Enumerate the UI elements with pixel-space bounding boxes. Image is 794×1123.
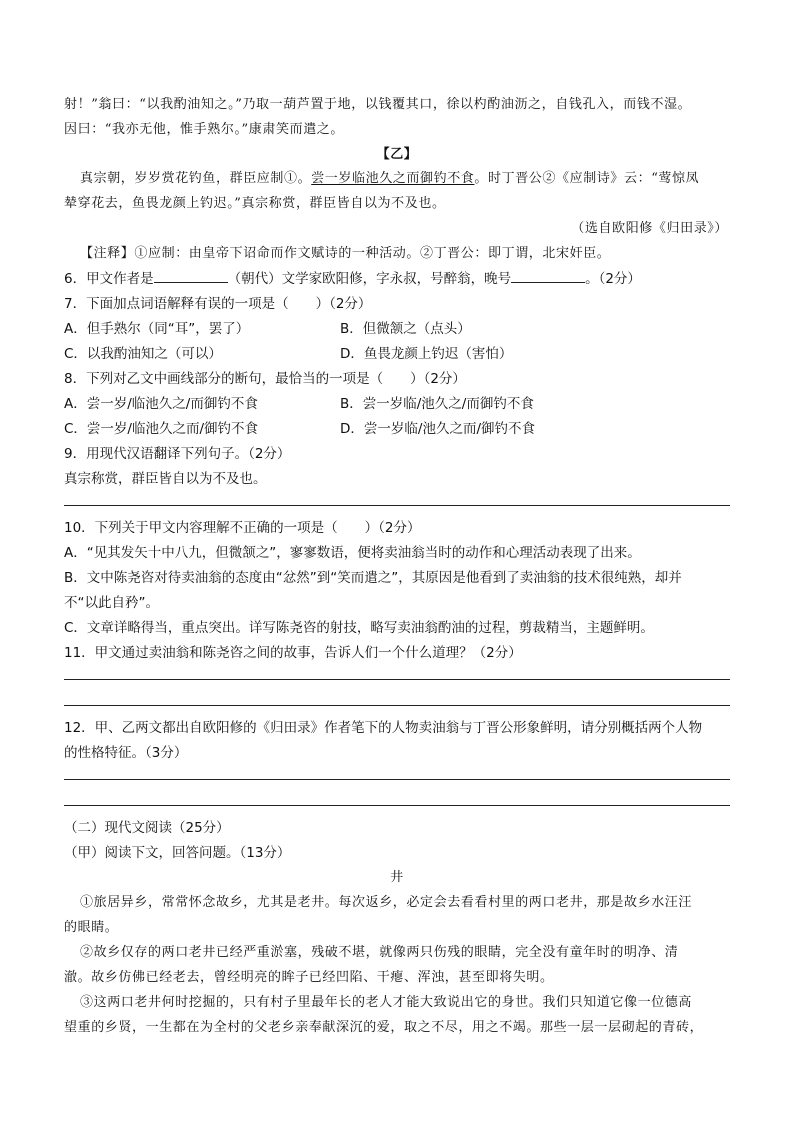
question-9-stem: 9．用现代汉语翻译下列句子。（2分） <box>64 446 291 462</box>
passage-yi-line: 辇穿花去，鱼畏龙颜上钓迟。”真宗称赏，群臣皆自以为不及也。 <box>64 196 446 211</box>
section-heading: （二）现代文阅读（25分） <box>64 820 230 836</box>
option-a[interactable]: A．但手熟尔（同“耳”，罢了） <box>64 321 250 337</box>
underlined-sentence: 尝一岁临池久之而御钓不食 <box>311 171 475 186</box>
passage-yi-text: 真宗朝，岁岁赏花钓鱼，群臣应制①。 <box>80 171 312 186</box>
question-12-stem-cont: 的性格特征。（3分） <box>64 745 188 761</box>
article-paragraph: ③这两口老井何时挖掘的，只有村子里最年长的老人才能大致说出它的身世。我们只知道它像一位德高 <box>80 995 693 1010</box>
answer-blank[interactable] <box>154 270 228 283</box>
annotation-note: 【注释】①应制：由皇帝下诏命而作文赋诗的一种活动。②丁晋公：即丁谓，北宋奸臣。 <box>80 246 611 261</box>
question-6 <box>64 267 730 287</box>
option-d[interactable]: D．鱼畏龙颜上钓迟（害怕） <box>340 346 513 362</box>
question-12-stem: 12．甲、乙两文都出自欧阳修的《归田录》作者笔下的人物卖油翁与丁晋公形象鲜明，请分别概括两个人物 <box>64 720 703 736</box>
option-a[interactable]: A．尝一岁/临池久之/而御钓不食 <box>64 396 258 412</box>
answer-line[interactable] <box>64 505 730 506</box>
article-paragraph: 的眼睛。 <box>64 920 119 935</box>
question-11-stem: 11．甲文通过卖油翁和陈尧咨之间的故事，告诉人们一个什么道理？（2分） <box>64 645 522 661</box>
option-c[interactable]: C．尝一岁/临池久之而/御钓不食 <box>64 421 259 437</box>
answer-line[interactable] <box>64 679 730 680</box>
article-title: 井 <box>390 870 404 885</box>
question-text: （朝代）文学家欧阳修，字永叔，号醉翁，晚号 <box>227 271 512 287</box>
option-c[interactable]: C．以我酌油知之（可以） <box>64 346 222 362</box>
option-b[interactable]: B．文中陈尧咨对待卖油翁的态度由“忿然”到“笑而遣之”，其原因是他看到了卖油翁的技术很纯熟，却并 <box>64 570 682 586</box>
passage-jia-line: 因曰：“我亦无他，惟手熟尔。”康肃笑而遣之。 <box>64 122 344 137</box>
option-c[interactable]: C．文章详略得当，重点突出。详写陈尧咨的射技，略写卖油翁酌油的过程，剪裁精当，主题鲜明。 <box>64 620 654 636</box>
option-b[interactable]: B．但微颔之（点头） <box>340 321 471 337</box>
question-7-stem: 7．下面加点词语解释有误的一项是（ ）（2分） <box>64 296 372 312</box>
option-a[interactable]: A．“见其发矢十中八九，但微颔之”，寥寥数语，便将卖油翁当时的动作和心理活动表现了出来。 <box>64 545 641 561</box>
answer-line[interactable] <box>64 779 730 780</box>
option-b-cont[interactable]: 不“以此自矜”。 <box>64 595 159 611</box>
article-paragraph: ②故乡仅存的两口老井已经严重淤塞，残破不堪，就像两只伤残的眼睛，完全没有童年时的明净、清 <box>80 945 679 960</box>
translate-sentence: 真宗称赏，群臣皆自以为不及也。 <box>64 471 267 487</box>
question-10-stem: 10．下列关于甲文内容理解不正确的一项是（ ）（2分） <box>64 520 421 536</box>
passage-jia-line: 射！”翁曰：“以我酌油知之。”乃取一葫芦置于地，以钱覆其口，徐以杓酌油沥之，自钱孔入，而钱不湿。 <box>64 97 692 112</box>
question-text: 。（2分） <box>585 271 641 287</box>
passage-yi-heading: 【乙】 <box>376 147 418 162</box>
source-citation: （选自欧阳修《归田录》） <box>571 221 728 236</box>
answer-line[interactable] <box>64 805 730 806</box>
article-paragraph: 望重的乡贤，一生都在为全村的父老乡亲奉献深沉的爱，取之不尽，用之不竭。那些一层一层砌起的青砖， <box>64 1020 704 1035</box>
option-b[interactable]: B．尝一岁临/池久之/而御钓不食 <box>340 396 534 412</box>
question-8-stem: 8．下列对乙文中画线部分的断句，最恰当的一项是（ ）（2分） <box>64 371 466 387</box>
option-d[interactable]: D．尝一岁临/池久之而/御钓不食 <box>340 421 535 437</box>
article-paragraph: 澈。故乡仿佛已经老去，曾经明亮的眸子已经凹陷、干瘪、浑浊，甚至即将失明。 <box>64 970 554 985</box>
subsection-heading: （甲）阅读下文，回答问题。（13分） <box>64 845 291 861</box>
question-text: 6．甲文作者是 <box>64 271 154 287</box>
answer-blank[interactable] <box>511 270 585 283</box>
article-paragraph: ①旅居异乡，常常怀念故乡，尤其是老井。每次返乡，必定会去看看村里的两口老井，那是故乡水汪汪 <box>80 895 693 910</box>
passage-yi-text: 。时丁晋公②《应制诗》云：“莺惊凤 <box>474 171 700 186</box>
passage-yi-line <box>80 167 730 186</box>
answer-line[interactable] <box>64 705 730 706</box>
